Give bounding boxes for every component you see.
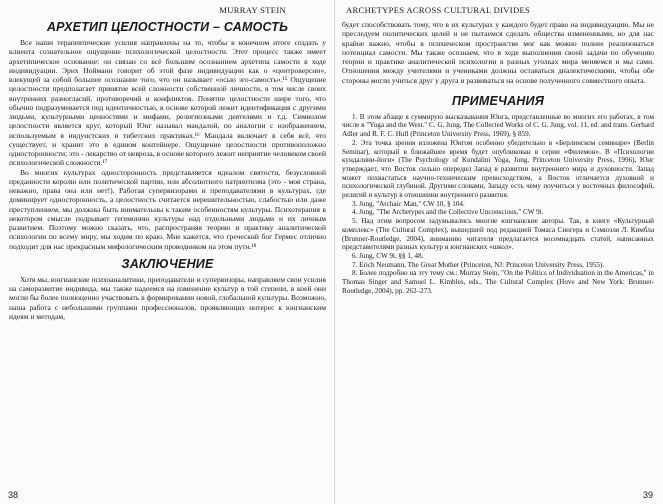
notes-list: [342, 113, 654, 296]
body-paragraph: Все наши терапевтические усилия направлены на то, чтобы в конечном итоге создать у клиента сознательное ощущение психологической целостности. Этот процесс также имеет архетипическое основание: он связан со всё большим осознанием архетипа самости в ходе индивидуации. Эрих Нойманн говорит об этой фазе индивидуации как о «центроверсии», влекущей за собой большее осознание того, что он называет «осью эго-самость».¹⁵ Ощущение целостности предполагает принятие всей сложности собственной личности, в том числе своих внутренних разногласий, противоречий и конфликтов. Понятие целостности шире того, что обычно подразумевается под идентичностью, в основе которой лежит идентификация с другими людьми, культурными ценностями и мифами, религиозными деятелями и т.д. Символом целостности является круг, который Юнг называл мандалой, по аналогии с изображением, используемым в индуистских и тибетских практиках.¹⁶ Мандала включает в себя всё, что существует, и хранит это в едином контейнере. Ощущение целостности противоположно односторонности; это - лекарство от невроза, в основе которого лежит неприятие человеком своей психологической сложности.¹⁷: [9, 38, 326, 168]
note-item: 6. Jung, CW 9i, §§ 1, 48.: [352, 252, 424, 260]
note-item: 5. Над этим вопросом задумывались многие юнгианские авторы. Так, в книге «Культурный комплекс» (The Cultural Complex), вышедшей под редакцией Томаса Сингера и Сэмюэля Л. Кимбла (Brunner-Routledge, 2004), вниманию читателя предлагается восемнадцать статей, написанных представителями разных культур и юнгианских «школ».: [342, 217, 654, 252]
page-number-left: 38: [8, 490, 19, 500]
note-item: 7. Erich Neumann, The Great Mother (Princeton, NJ: Princeton University Press, 1955).: [352, 260, 605, 269]
note-item: 8. Более подробно на эту тему см.: Murray Stein, "On the Politics of Individuation in the Americas," in Thomas Singer and Samuel L. Kimbles, eds., The Cultural Complex (Hove and New York: Brunner-Routledge, 2004), pp. 262–273.: [342, 269, 654, 295]
running-head-left: MURRAY STEIN: [219, 5, 286, 15]
note-item: 2. Эта точка зрения изложена Юнгом особенно убедительно в «Берлинском семинаре» (Berlin Seminar), который в ближайшее время будет опубликован в серии «Филемон». В «Психологии кундалини-йоги» (The Psychology of Kundalini Yoga, Jung, Princeton University Press, 1996), Юнг утверждает, что Восток сильно опередил Запад в развитии внутреннего мира и духовности. Запад может похвастаться научно-техническим превосходством, а Восток отличается духовной и психологической глубиной. Другими словами, Западу есть чему поучиться у восточных философий, религий и культур в отношении внутреннего развития.: [342, 138, 654, 200]
heading-wholeness-archetype: АРХЕТИП ЦЕЛОСТНОСТИ – САМОСТЬ: [46, 20, 289, 34]
note-item: 4. Jung, "The Archetypes and the Collective Unconscious," CW 9i.: [352, 208, 544, 217]
note-item: 3. Jung, "Archaic Man," CW 10, § 104.: [352, 199, 465, 208]
running-head-right: ARCHETYPES ACROSS CULTURAL DIVIDES: [346, 5, 531, 15]
heading-conclusion: ЗАКЛЮЧЕНИЕ: [121, 256, 214, 271]
heading-notes: ПРИМЕЧАНИЯ: [451, 93, 545, 108]
body-paragraph: Хотя мы, юнгианские психоаналитики, преподаватели и супервизоры, направляем свои усилия на саморазвитие индивида, мы также надеемся на изменение культур в той степени, в коей они могли бы более полноценно участвовать в формировании новой, глобальной культуры. Возможно, наша работа с небольшими группами профессионалов, проявляющих интерес к юнгианским идеям и методам,: [9, 274, 326, 321]
note-item: 1. В этом абзаце я суммирую высказывания Юнга, представленные во многих его работах, в том числе в "Yoga and the West." C. G. Jung, The Collected Works of C. G. Jung, vol. 11, ed. and trans. Gerhard Adler and R. F. C. Hull (Princeton University Press, 1969), § 859.: [342, 112, 654, 139]
body-paragraph-continued: будет способствовать тому, что в их культурах у каждого будет право на индивидуацию. Мы не преследуем политических целей и не пытаемся сделать общества измененными, но для нас крайне важно, чтобы в психическом пространстве мог как можно полнее реализоваться потенциал самости. Мы также осознаем, что в ходе выполнения своей задачи по обучению теории и практике аналитической психологии в разных уголках мира меняемся и мы сами. Отношения между учителями и учениками должны оставаться диалектическими, чтобы обе стороны могли учиться друг у друга и развиваться на основе полученного совместного опыта.: [342, 20, 654, 85]
body-paragraph: Во многих культурах односторонность представляется идеалом святости, безусловной преданности королю или политической партии, или абсолютного патриотизма (это - моя страна, неважно, права она или нет!). Работая супервизорами и преподавателями в культурах, где доминирует односторонность, а целостность считается нерешительностью, слабостью или даже преступлением, мы должны быть внимательны к таким особенностям культуры. Психотерапия в некотором смысле подрывает гегемонию культуры над отдельными людьми и их личным развитием. Поэтому можно сказать, что, распространяя теорию и практику аналитической психологии по всему миру, мы ходим по краю. Мне кажется, что греческий бог Гермес отлично подходит для нас прекрасным мифологическим проводником на этом пути.¹⁸: [9, 167, 326, 251]
right-page: [334, 0, 663, 504]
page-number-right: 39: [642, 490, 653, 500]
